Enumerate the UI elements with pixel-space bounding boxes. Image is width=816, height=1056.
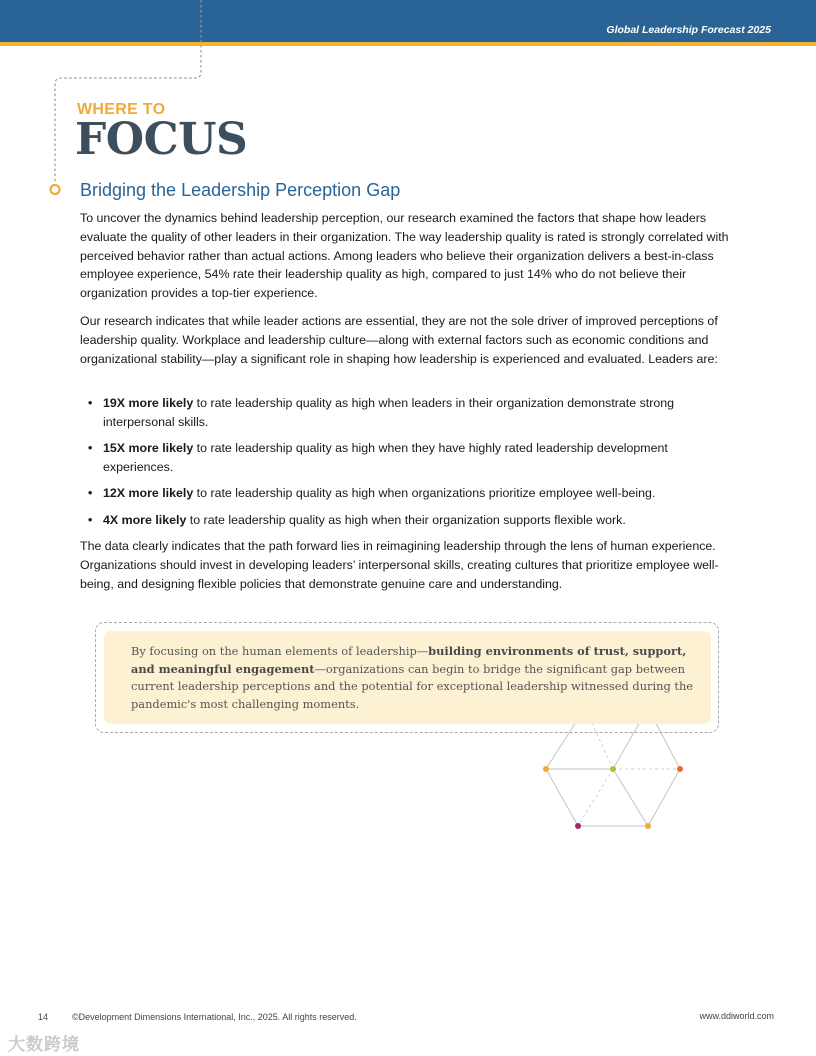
bullet-text: to rate leadership quality as high when leaders in their organization demonstrate strong interpersonal skills. [103, 396, 675, 429]
list-item: • 12X more likely to rate leadership quality as high when organizations prioritize employee well-being. [88, 486, 656, 501]
page-title: FOCUS [75, 114, 248, 165]
callout-text [131, 643, 703, 713]
header-title: Global Leadership Forecast 2025 [606, 24, 771, 36]
copyright-text: ©Development Dimensions International, Inc., 2025. All rights reserved. [72, 1012, 357, 1022]
list-item: • 4X more likely to rate leadership quality as high when their organization supports flexible work. [88, 512, 626, 527]
bullet-text: to rate leadership quality as high when their organization supports flexible work. [186, 512, 626, 527]
bullet-stat: 12X more likely [103, 486, 194, 501]
footer-url: www.ddiworld.com [699, 1011, 774, 1021]
stats-bullet-list [80, 394, 720, 537]
section-kicker: WHERE TO [77, 101, 166, 118]
bullet-text: to rate leadership quality as high when organizations prioritize employee well-being. [193, 486, 656, 501]
bullet-stat: 4X more likely [103, 512, 187, 527]
watermark: 大数跨境 [8, 1035, 80, 1054]
bullet-stat: 19X more likely [103, 396, 194, 410]
section-heading: Bridging the Leadership Perception Gap [80, 180, 401, 200]
paragraph-1: To uncover the dynamics behind leadership perception, our research examined the factors that shape how leaders evaluate the quality of other leaders in their organization. The way leadership quality is rated is strongly correlated with perceived behavior rather than actual actions. Among leaders who believe their organization delivers a best-in-class employee experience, 54% rate their leadership quality as high, compared to just 14% who do not believe their organization provides a top-tier experience. [80, 211, 729, 301]
list-item: • 19X more likely to rate leadership quality as high when leaders in their organization demonstrate strong interpersonal skills. [88, 396, 675, 429]
paragraph-2: Our research indicates that while leader actions are essential, they are not the sole driver of improved perceptions of leadership quality. Workplace and leadership culture—along with external factors such as economic conditions and organizational stability—play a significant role in shaping how leadership is experienced and evaluated. Leaders are: [80, 314, 718, 366]
list-item: • 15X more likely to rate leadership quality as high when they have highly rated leadership development experiences. [88, 441, 668, 474]
page-number: 14 [38, 1012, 49, 1022]
callout-emphasis: building environments of trust, support, and meaningful engagement [131, 644, 687, 676]
bullet-text: to rate leadership quality as high when they have highly rated leadership development experiences. [103, 441, 668, 474]
callout-lead: By focusing on the human elements of leadership— [131, 644, 429, 658]
bullet-stat: 15X more likely [103, 441, 194, 456]
callout-rest: —organizations can begin to bridge the significant gap between current leadership perceptions and the potential for exceptional leadership witnessed during the pandemic's most challenging moments. [131, 661, 694, 711]
closing-paragraph: The data clearly indicates that the path forward lies in reimagining leadership through the lens of human experience. Organizations should invest in developing leaders’ interpersonal skills, creating cultures that prioritize employee well-being, and designing flexible policies that demonstrate genuine care and understanding. [80, 539, 719, 591]
section-marker-icon [51, 185, 60, 194]
